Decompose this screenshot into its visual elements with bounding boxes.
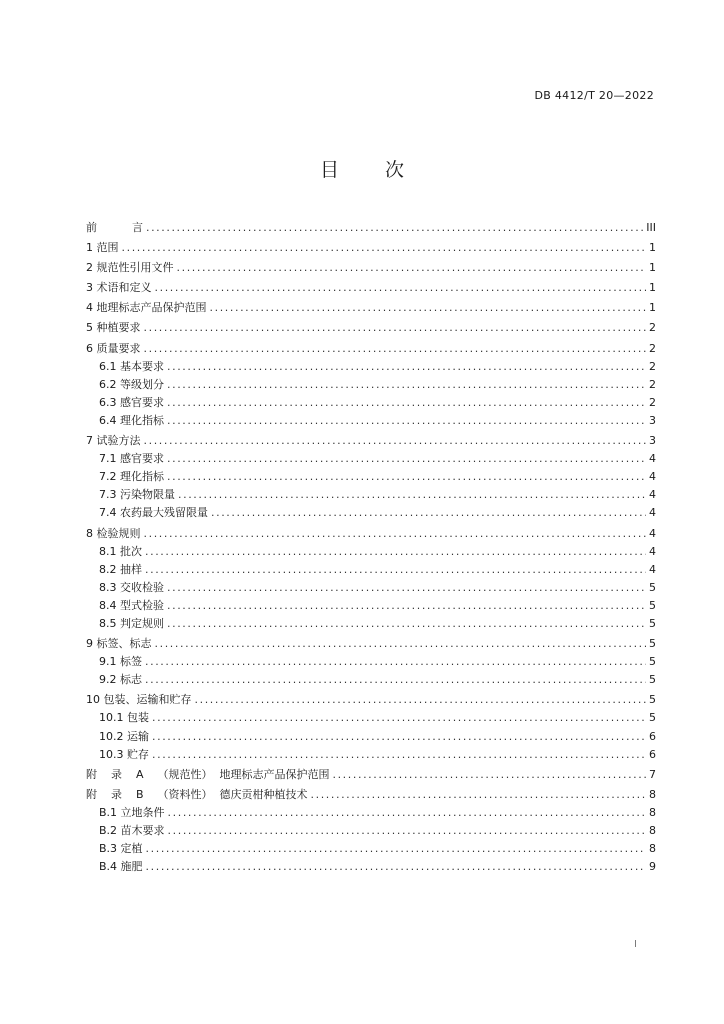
toc-entry-page: 5 [649,580,656,594]
page-folio: I [634,939,637,950]
toc-leader-dots [144,340,647,358]
toc-leader-dots [146,840,646,858]
toc-entry-label: 7.2 理化指标 [99,470,164,484]
toc-entry-label: 10.1 包装 [99,711,149,725]
toc-entry[interactable] [86,358,656,376]
toc-leader-dots [167,358,646,376]
toc-leader-dots [145,561,646,579]
toc-leader-dots [210,299,647,317]
toc-entry-page: 2 [649,321,656,335]
toc-leader-dots [167,597,646,615]
toc-entry[interactable] [86,691,656,709]
toc-entry-page: 4 [649,544,656,558]
toc-entry-label: 4 地理标志产品保护范围 [86,301,207,315]
toc-entry-page: 5 [649,673,656,687]
toc-entry-page: 1 [649,281,656,295]
table-of-contents [86,219,656,876]
toc-entry-label: 8.3 交收检验 [99,580,164,594]
toc-leader-dots [155,635,647,653]
toc-entry-page: 8 [649,824,656,837]
toc-entry[interactable] [86,319,656,337]
toc-entry-label: 前 言 [86,221,143,234]
toc-leader-dots [167,376,646,394]
toc-entry-page: 2 [649,395,656,409]
toc-entry-label: 8.5 判定规则 [99,616,164,630]
toc-leader-dots [177,259,647,277]
toc-entry[interactable] [86,239,656,257]
toc-leader-dots [332,766,646,784]
toc-leader-dots [144,525,647,543]
toc-leader-dots [152,746,646,764]
toc-entry-label: 3 术语和定义 [86,281,152,295]
standard-number: DB 4412/T 20—2022 [534,89,654,102]
toc-entry[interactable] [86,412,656,430]
toc-entry-page: 4 [649,506,656,520]
toc-leader-dots [122,239,647,257]
toc-entry-page: 2 [649,341,656,355]
toc-entry[interactable] [86,615,656,633]
toc-entry-page: 4 [649,562,656,576]
toc-leader-dots [144,432,647,450]
toc-leader-dots [145,671,646,689]
toc-entry[interactable] [86,653,656,671]
toc-entry-page: 2 [649,359,656,373]
toc-leader-dots [167,579,646,597]
toc-entry-page: 8 [649,842,656,856]
toc-entry-page: III [646,221,656,234]
toc-entry[interactable] [86,804,656,822]
toc-entry-page: 1 [649,301,656,315]
toc-entry[interactable] [86,299,656,317]
toc-entry-page: 3 [649,434,656,448]
toc-entry[interactable] [86,858,656,876]
toc-entry-label: 6.1 基本要求 [99,359,164,373]
toc-entry-label: 7 试验方法 [86,434,141,448]
toc-leader-dots [167,615,646,633]
toc-entry-label: 8.4 型式检验 [99,598,164,612]
toc-entry-label: B.3 定植 [99,842,143,856]
toc-entry[interactable] [86,597,656,615]
toc-entry-page: 5 [649,616,656,630]
toc-entry-page: 5 [649,598,656,612]
toc-leader-dots [145,653,646,671]
toc-entry-label: 10.3 贮存 [99,747,149,761]
toc-entry-page: 9 [649,860,656,874]
toc-entry-page: 8 [649,787,656,801]
toc-entry-page: 3 [649,413,656,427]
toc-entry-label: 7.3 污染物限量 [99,488,175,502]
toc-entry-label: 9 标签、标志 [86,637,152,651]
toc-entry[interactable] [86,561,656,579]
toc-leader-dots [178,486,646,504]
toc-entry-label: 6.3 感官要求 [99,395,164,409]
toc-entry[interactable] [86,504,656,522]
toc-entry-label: B.1 立地条件 [99,805,165,819]
toc-entry[interactable] [86,766,656,784]
toc-leader-dots [168,804,646,822]
toc-entry-page: 5 [649,711,656,725]
toc-entry[interactable] [86,543,656,561]
toc-leader-dots [167,394,646,412]
toc-entry-page: 5 [649,655,656,669]
toc-entry[interactable] [86,259,656,277]
toc-entry-page: 6 [649,729,656,743]
toc-entry-label: 8.2 抽样 [99,562,142,576]
toc-leader-dots [146,858,646,876]
toc-entry-page: 5 [649,637,656,651]
toc-entry-page: 1 [649,261,656,275]
toc-entry-label: 1 范围 [86,241,119,255]
toc-leader-dots [167,412,646,430]
toc-entry-page: 4 [649,452,656,466]
toc-leader-dots [145,543,646,561]
toc-entry-label: 9.1 标签 [99,655,142,669]
toc-entry[interactable] [86,279,656,297]
toc-entry[interactable] [86,671,656,689]
toc-entry[interactable] [86,340,656,358]
toc-entry[interactable] [86,786,656,804]
toc-entry-page: 4 [649,470,656,484]
toc-leader-dots [167,450,646,468]
toc-title [0,155,724,182]
toc-entry[interactable] [86,746,656,764]
toc-entry-label: B.2 苗木要求 [99,824,165,837]
toc-entry[interactable] [86,709,656,727]
toc-leader-dots [152,728,646,746]
toc-leader-dots [146,219,643,237]
toc-title-char-1: 目 [319,159,339,181]
toc-entry-label: 8.1 批次 [99,544,142,558]
toc-entry[interactable] [86,728,656,746]
toc-entry-page: 7 [649,767,656,781]
toc-entry[interactable] [86,822,656,840]
toc-entry-label: 6 质量要求 [86,341,141,355]
toc-entry[interactable] [86,486,656,504]
toc-entry[interactable] [86,840,656,858]
toc-entry-label: 10.2 运输 [99,729,149,743]
toc-entry-page: 8 [649,805,656,819]
toc-entry-label: 6.2 等级划分 [99,377,164,391]
toc-entry-label: 10 包装、运输和贮存 [86,693,192,707]
toc-entry-label: 附 录 B （资料性） 德庆贡柑种植技术 [86,787,308,801]
toc-entry[interactable] [86,450,656,468]
toc-entry[interactable] [86,219,656,237]
toc-leader-dots [155,279,647,297]
toc-entry-page: 6 [649,747,656,761]
toc-entry[interactable] [86,432,656,450]
toc-entry[interactable] [86,579,656,597]
toc-entry-label: 8 检验规则 [86,526,141,540]
toc-entry[interactable] [86,376,656,394]
toc-entry-page: 5 [649,693,656,707]
toc-entry-label: 7.4 农药最大残留限量 [99,506,208,520]
toc-entry[interactable] [86,394,656,412]
toc-entry-label: 7.1 感官要求 [99,452,164,466]
toc-entry-page: 2 [649,377,656,391]
toc-entry[interactable] [86,525,656,543]
toc-entry[interactable] [86,468,656,486]
toc-entry-page: 4 [649,488,656,502]
toc-entry-page: 1 [649,241,656,255]
toc-entry-label: B.4 施肥 [99,860,143,874]
toc-leader-dots [311,786,647,804]
toc-entry-label: 9.2 标志 [99,673,142,687]
toc-leader-dots [152,709,646,727]
toc-leader-dots [211,504,646,522]
toc-leader-dots [167,468,646,486]
toc-entry-page: 4 [649,526,656,540]
toc-leader-dots [195,691,647,709]
toc-leader-dots [168,822,646,840]
toc-entry-label: 附 录 A （规范性） 地理标志产品保护范围 [86,767,330,781]
toc-entry-label: 5 种植要求 [86,321,141,335]
toc-entry-label: 2 规范性引用文件 [86,261,174,275]
toc-leader-dots [144,319,647,337]
toc-entry-label: 6.4 理化指标 [99,413,164,427]
toc-title-char-2: 次 [385,159,405,181]
toc-entry[interactable] [86,635,656,653]
